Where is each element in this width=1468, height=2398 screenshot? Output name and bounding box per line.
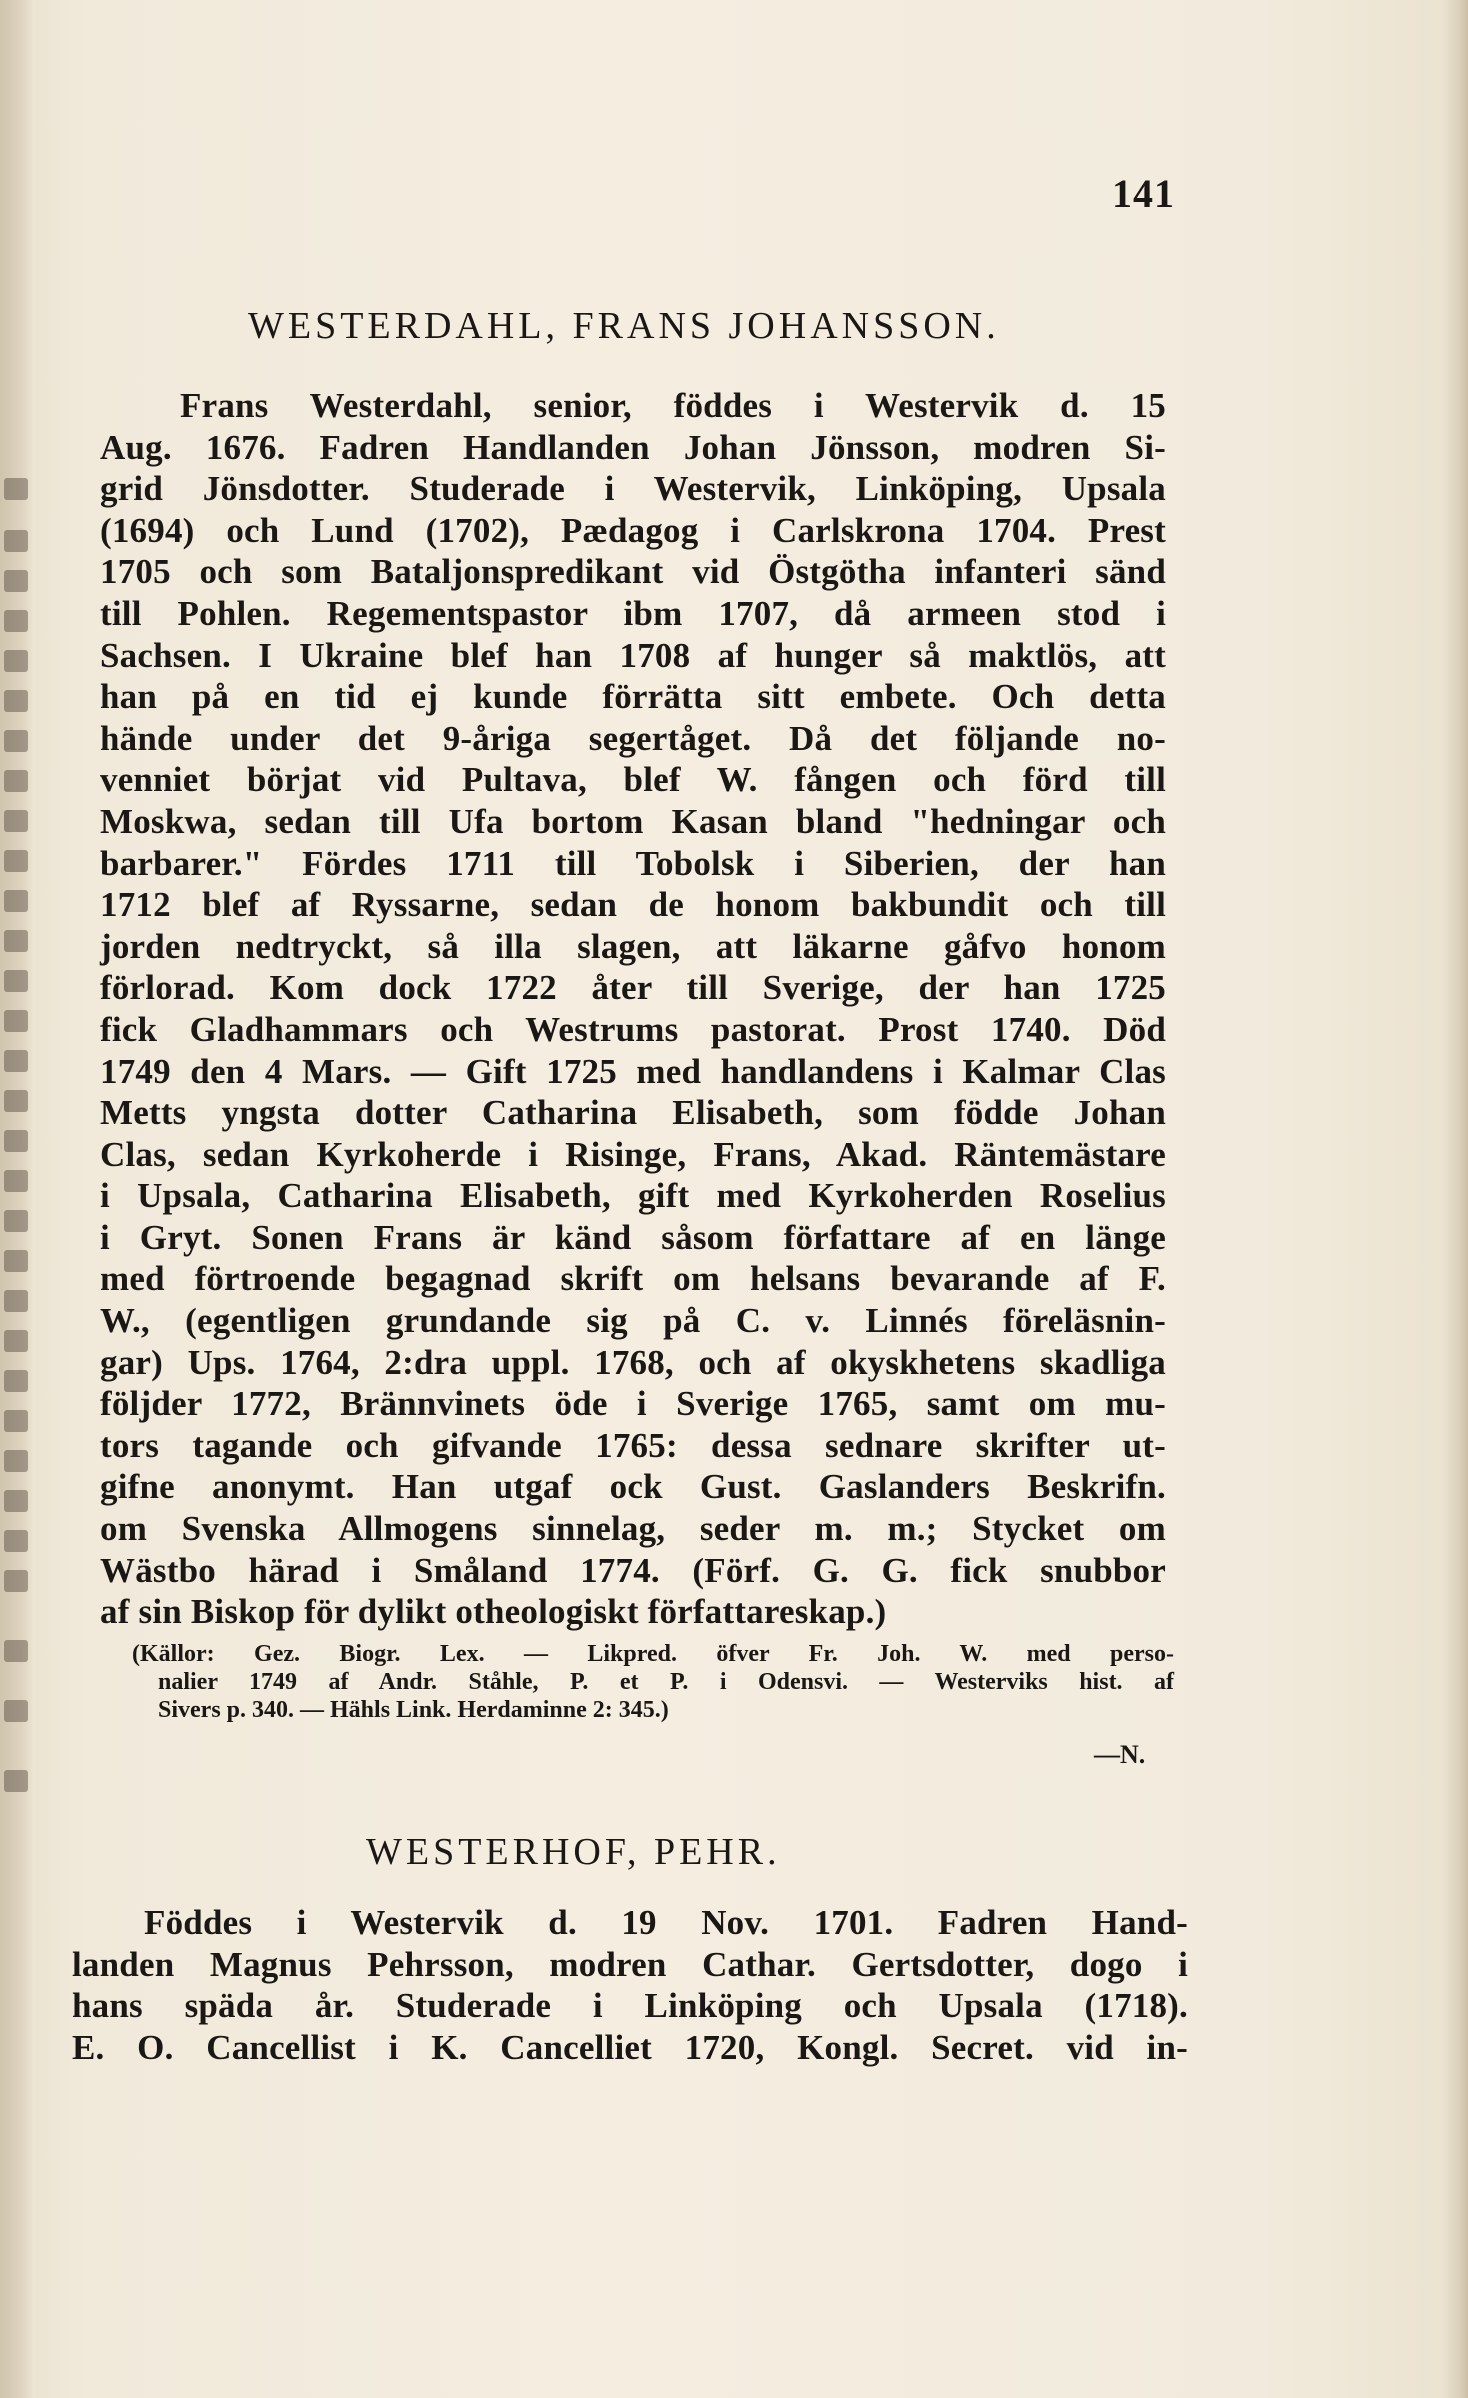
bleed-through-mark: [4, 478, 28, 500]
text-line: 1749 den 4 Mars. — Gift 1725 med handlandens i Kalmar Clas: [100, 1051, 1166, 1091]
sources-line: Sivers p. 340. — Hähls Link. Herdaminne 2: 345.): [158, 1697, 669, 1723]
text-line: af sin Biskop för dylikt otheologiskt författareskap.): [100, 1592, 887, 1632]
text-line: Föddes i Westervik d. 19 Nov. 1701. Fadren Hand-: [144, 1903, 1188, 1942]
sources-line: nalier 1749 af Andr. Ståhle, P. et P. i Odensvi. — Westerviks hist. af: [158, 1669, 1174, 1695]
author-signature: —N.: [1094, 1740, 1146, 1769]
text-line: Moskwa, sedan till Ufa bortom Kasan bland "hedningar och: [100, 801, 1166, 841]
text-line: Sachsen. I Ukraine blef han 1708 af hunger så maktlös, att: [100, 635, 1166, 675]
text-line: hans späda år. Studerade i Linköping och Upsala (1718).: [72, 1986, 1188, 2026]
text-line: Wästbo härad i Småland 1774. (Förf. G. G. fick snubbor: [100, 1550, 1166, 1590]
text-line: tors tagande och gifvande 1765: dessa sednare skrifter ut-: [100, 1425, 1166, 1465]
text-line: i Gryt. Sonen Frans är känd såsom författare af en länge: [100, 1217, 1166, 1257]
text-line: W., (egentligen grundande sig på C. v. Linnés föreläsnin-: [100, 1301, 1166, 1341]
bleed-through-mark: [4, 810, 28, 832]
text-line: (1694) och Lund (1702), Pædagog i Carlskrona 1704. Prest: [100, 510, 1166, 550]
bleed-through-mark: [4, 650, 28, 672]
entry-body-westerdahl: [100, 385, 1166, 1633]
bleed-through-mark: [4, 730, 28, 752]
entry-heading-westerdahl: WESTERDAHL, FRANS JOHANSSON.: [248, 305, 1000, 347]
text-line: Frans Westerdahl, senior, föddes i Westervik d. 15: [180, 386, 1166, 425]
text-line: hände under det 9-åriga segertåget. Då det följande no-: [100, 718, 1166, 758]
bleed-through-mark: [4, 1640, 28, 1662]
text-line: Clas, sedan Kyrkoherde i Risinge, Frans, Akad. Räntemästare: [100, 1134, 1166, 1174]
bleed-through-mark: [4, 610, 28, 632]
bleed-through-mark: [4, 1210, 28, 1232]
bleed-through-mark: [4, 1410, 28, 1432]
bleed-through-mark: [4, 970, 28, 992]
bleed-through-mark: [4, 1530, 28, 1552]
text-line: med förtroende begagnad skrift om helsans bevarande af F.: [100, 1259, 1166, 1299]
text-line: följder 1772, Brännvinets öde i Sverige 1765, samt om mu-: [100, 1384, 1166, 1424]
bleed-through-mark: [4, 850, 28, 872]
bleed-through-mark: [4, 1130, 28, 1152]
text-line: fick Gladhammars och Westrums pastorat. Prost 1740. Död: [100, 1009, 1166, 1049]
text-line: han på en tid ej kunde förrätta sitt embete. Och detta: [100, 677, 1166, 717]
text-line: till Pohlen. Regementspastor ibm 1707, då armeen stod i: [100, 593, 1166, 633]
text-line: Metts yngsta dotter Catharina Elisabeth, som födde Johan: [100, 1093, 1166, 1133]
page-gutter-shadow: [0, 0, 34, 2398]
text-line: E. O. Cancellist i K. Cancelliet 1720, Kongl. Secret. vid in-: [72, 2027, 1188, 2067]
text-line: 1712 blef af Ryssarne, sedan de honom bakbundit och till: [100, 885, 1166, 925]
bleed-through-mark: [4, 1700, 28, 1722]
bleed-through-mark: [4, 1370, 28, 1392]
bleed-through-mark: [4, 1770, 28, 1792]
bleed-through-mark: [4, 1090, 28, 1112]
text-line: i Upsala, Catharina Elisabeth, gift med Kyrkoherden Roselius: [100, 1176, 1166, 1216]
text-line: landen Magnus Pehrsson, modren Cathar. Gertsdotter, dogo i: [72, 1944, 1188, 1984]
text-line: om Svenska Allmogens sinnelag, seder m. m.; Stycket om: [100, 1509, 1166, 1549]
text-line: grid Jönsdotter. Studerade i Westervik, Linköping, Upsala: [100, 469, 1166, 509]
text-line: gar) Ups. 1764, 2:dra uppl. 1768, och af okyskhetens skadliga: [100, 1342, 1166, 1382]
bleed-through-mark: [4, 1570, 28, 1592]
bleed-through-mark: [4, 570, 28, 592]
text-line: venniet börjat vid Pultava, blef W. fången och förd till: [100, 760, 1166, 800]
text-line: barbarer." Fördes 1711 till Tobolsk i Siberien, der han: [100, 843, 1166, 883]
bleed-through-mark: [4, 690, 28, 712]
sources-line: (Källor: Gez. Biogr. Lex. — Likpred. öfver Fr. Joh. W. med perso-: [132, 1641, 1174, 1667]
entry-body-westerhof: [72, 1902, 1188, 2068]
page-right-edge: [1442, 0, 1468, 2398]
bleed-through-mark: [4, 1330, 28, 1352]
bleed-through-mark: [4, 1050, 28, 1072]
entry-heading-westerhof: WESTERHOF, PEHR.: [366, 1831, 781, 1873]
bleed-through-mark: [4, 1170, 28, 1192]
bleed-through-mark: [4, 1490, 28, 1512]
bleed-through-mark: [4, 1290, 28, 1312]
bleed-through-mark: [4, 1010, 28, 1032]
text-line: gifne anonymt. Han utgaf ock Gust. Gaslanders Beskrifn.: [100, 1467, 1166, 1507]
bleed-through-mark: [4, 770, 28, 792]
bleed-through-mark: [4, 530, 28, 552]
bleed-through-mark: [4, 1250, 28, 1272]
text-line: 1705 och som Bataljonspredikant vid Östgötha infanteri sänd: [100, 552, 1166, 592]
text-line: jorden nedtryckt, så illa slagen, att läkarne gåfvo honom: [100, 926, 1166, 966]
bleed-through-mark: [4, 930, 28, 952]
bleed-through-mark: [4, 890, 28, 912]
bleed-through-mark: [4, 1450, 28, 1472]
text-line: förlorad. Kom dock 1722 åter till Sverige, der han 1725: [100, 968, 1166, 1008]
page-number: 141: [1112, 171, 1175, 216]
sources-note: [132, 1640, 1174, 1724]
text-line: Aug. 1676. Fadren Handlanden Johan Jönsson, modren Si-: [100, 427, 1166, 467]
